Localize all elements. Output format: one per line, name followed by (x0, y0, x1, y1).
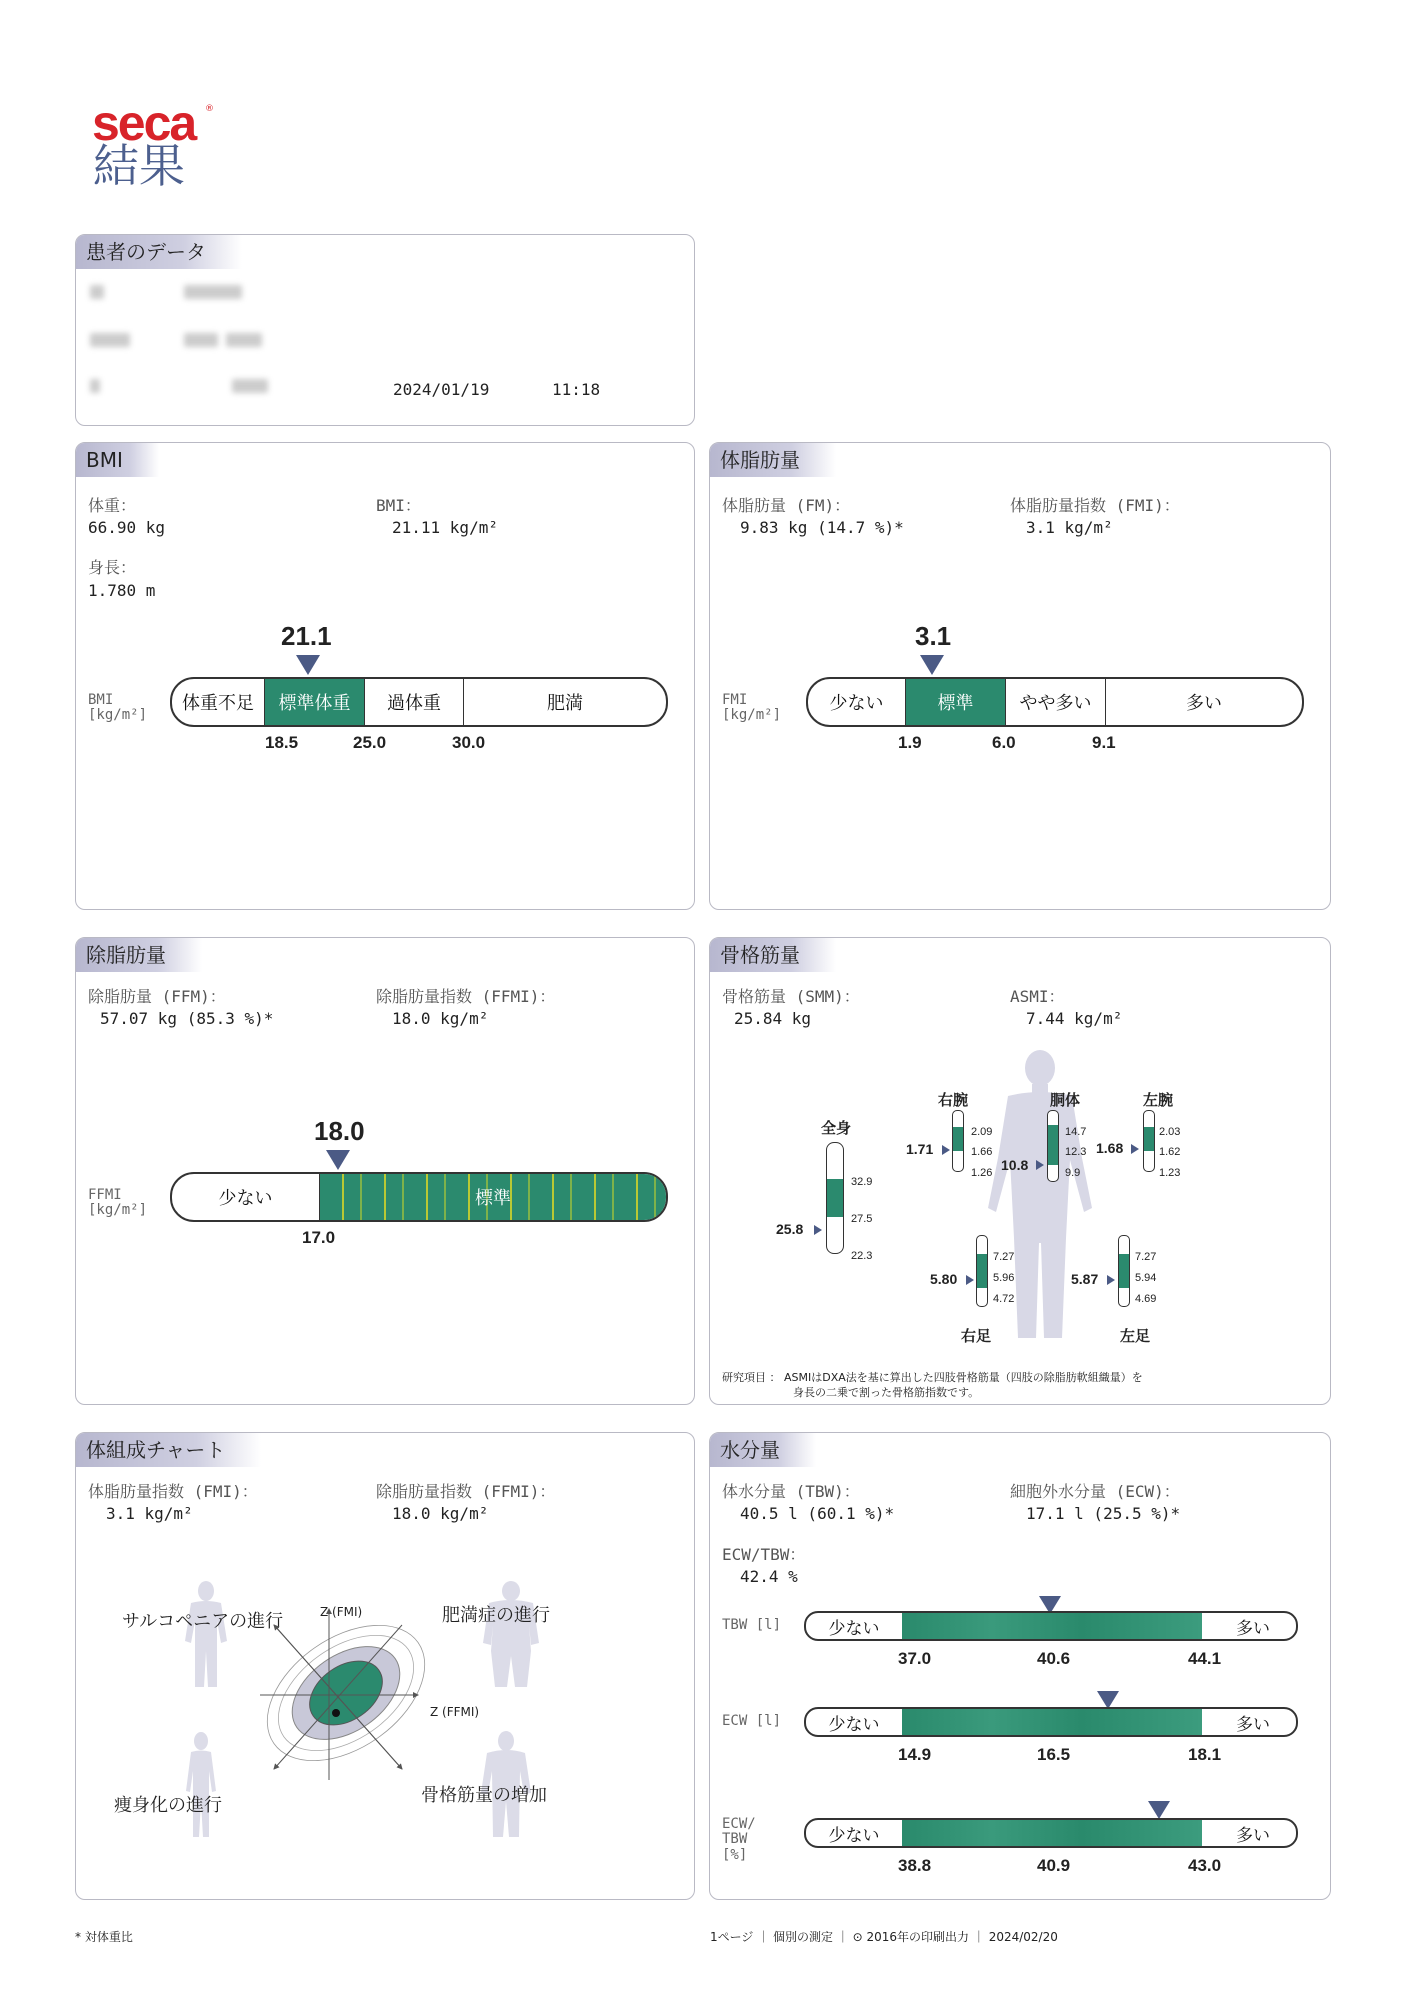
measurement-time: 11:18 (552, 380, 601, 399)
smm-value: 25.84 kg (734, 1009, 812, 1028)
ecw-tick: 18.1 (1188, 1745, 1222, 1764)
ffmi-axis-label: FFMI [kg/m²] (88, 1187, 148, 1219)
trunk-marker (1036, 1160, 1044, 1170)
bmi-scale (170, 677, 668, 727)
bmi-label: BMI： (376, 496, 421, 515)
fmi-tick: 9.1 (1092, 733, 1116, 752)
sarcopenia-label: サルコペニアの進行 (122, 1611, 284, 1632)
fmi-scale (806, 677, 1304, 727)
left-arm-tick: 1.23 (1159, 1167, 1181, 1179)
ffmi-normal: 標準 (320, 1174, 666, 1220)
ffmi-axis-title: Z (FFMI) (430, 1705, 480, 1719)
trunk-tick: 14.7 (1065, 1126, 1087, 1138)
asmi-note-line: 研究項目 ： ASMIはDXA法を基に算出した四肢骨格筋量（四肢の除脂肪軟組織量）を (722, 1371, 1143, 1384)
obesity-figure (471, 1581, 551, 1691)
measurement-date: 2024/01/19 (393, 380, 490, 399)
smm-label: 骨格筋量 (SMM)： (722, 987, 860, 1006)
bmi-overweight: 過体重 (365, 679, 464, 725)
right-arm-tick: 1.66 (971, 1146, 993, 1158)
left-arm-marker (1131, 1144, 1139, 1154)
fmi-tick: 1.9 (898, 733, 922, 752)
sarcopenia-figure (171, 1581, 241, 1691)
fmi-marker (920, 655, 944, 675)
ratio-tick: 43.0 (1188, 1856, 1222, 1875)
ecw-tbw-value: 42.4 % (740, 1567, 798, 1586)
weight-label: 体重： (88, 496, 137, 515)
right-arm-bar (952, 1110, 964, 1172)
ffm-value: 57.07 kg (85.3 %)* (100, 1009, 274, 1028)
right-arm-tick: 1.26 (971, 1167, 993, 1179)
ratio-low: 少ない (828, 1825, 880, 1846)
fmi-value: 3.1 kg/m² (1026, 518, 1113, 537)
tbw-normal-range (902, 1613, 1202, 1639)
tbw-high: 多い (1236, 1618, 1270, 1639)
patient-point (332, 1709, 340, 1717)
right-leg-tick: 4.72 (993, 1293, 1015, 1305)
bmi-marker (296, 655, 320, 675)
fmi-axis-title: Z (FMI) (320, 1605, 363, 1619)
right-leg-tick: 7.27 (993, 1251, 1015, 1263)
trunk-label: 胴体 (1050, 1092, 1081, 1109)
fat-mass-panel (709, 442, 1331, 910)
ecw-label: 細胞外水分量 (ECW)： (1010, 1482, 1180, 1501)
height-label: 身長： (88, 558, 137, 577)
ratio-bar (804, 1818, 1298, 1848)
right-arm-value: 1.71 (906, 1141, 934, 1157)
ffmi-label: 除脂肪量指数 (FFMI)： (376, 987, 556, 1006)
right-leg-label: 右足 (961, 1328, 992, 1345)
tbw-tick: 40.6 (1037, 1649, 1071, 1668)
ffmi-scale (170, 1172, 668, 1222)
redacted-field (184, 285, 242, 299)
asmi-note (722, 1370, 1143, 1400)
whole-body-value: 25.8 (776, 1221, 804, 1237)
whole-body-tick: 22.3 (851, 1250, 873, 1262)
ratio-normal-range (902, 1820, 1202, 1846)
footer-note: * 対体重比 (75, 1930, 133, 1944)
muscle-gain-label: 骨格筋量の増加 (421, 1785, 547, 1806)
bmi-tick: 18.5 (265, 733, 299, 752)
fmi-normal: 標準 (906, 679, 1006, 725)
bcc-ffmi-value: 18.0 kg/m² (392, 1504, 489, 1523)
fm-label: 体脂肪量 (FM)： (722, 496, 851, 515)
ecw-value: 17.1 l (25.5 %)* (1026, 1504, 1181, 1523)
right-arm-marker (942, 1145, 950, 1155)
fat-mass-panel-title: 体脂肪量 (710, 443, 836, 477)
right-leg-marker (966, 1275, 974, 1285)
trunk-bar (1047, 1110, 1059, 1182)
bmi-underweight: 体重不足 (172, 679, 265, 725)
ecw-bar (804, 1707, 1298, 1737)
tbw-label: 体水分量 (TBW)： (722, 1482, 860, 1501)
ffm-label: 除脂肪量 (FFM)： (88, 987, 226, 1006)
weight-value: 66.90 kg (88, 518, 166, 537)
bmi-axis-label: BMI [kg/m²] (88, 692, 148, 724)
bcc-fmi-value: 3.1 kg/m² (106, 1504, 193, 1523)
redacted-field (232, 379, 268, 393)
fmi-marker-value: 3.1 (915, 621, 952, 651)
patient-panel-title: 患者のデータ (76, 235, 242, 269)
ffmi-marker-value: 18.0 (314, 1116, 365, 1146)
fmi-tick: 6.0 (992, 733, 1016, 752)
bmi-panel-title: BMI (76, 443, 159, 477)
footer-page-info: 1ページ ｜ 個別の測定 ｜ ⊙ 2016年の印刷出力 ｜ 2024/02/20 (710, 1930, 1058, 1944)
left-leg-tick: 7.27 (1135, 1251, 1157, 1263)
tbw-tick: 37.0 (898, 1649, 932, 1668)
ecw-tbw-label: ECW/TBW： (722, 1545, 806, 1564)
right-leg-value: 5.80 (930, 1271, 958, 1287)
page-title: 結果 (93, 139, 185, 193)
asmi-note-line: 身長の二乗で割った骨格筋指数です。 (793, 1386, 980, 1399)
thinness-label: 痩身化の進行 (114, 1795, 222, 1816)
whole-body-bar (826, 1142, 844, 1254)
fmi-label: 体脂肪量指数 (FMI)： (1010, 496, 1180, 515)
height-value: 1.780 m (88, 581, 156, 600)
tbw-value: 40.5 l (60.1 %)* (740, 1504, 895, 1523)
ecw-tick: 14.9 (898, 1745, 932, 1764)
fat-free-mass-panel-title: 除脂肪量 (76, 938, 202, 972)
left-arm-value: 1.68 (1096, 1140, 1124, 1156)
ratio-bar-label: ECW/ TBW [%] (722, 1816, 756, 1863)
tbw-low: 少ない (828, 1618, 880, 1639)
thinness-figure (176, 1731, 226, 1841)
ecw-bar-label: ECW [l] (722, 1713, 782, 1729)
body-composition-panel-title: 体組成チャート (76, 1433, 261, 1467)
bmi-panel (75, 442, 695, 910)
trunk-tick: 12.3 (1065, 1146, 1087, 1158)
ffmi-tick: 17.0 (302, 1228, 336, 1247)
fat-free-mass-panel (75, 937, 695, 1405)
redacted-field (90, 379, 100, 393)
ecw-tick: 16.5 (1037, 1745, 1071, 1764)
whole-body-tick: 32.9 (851, 1176, 873, 1188)
left-leg-tick: 5.94 (1135, 1272, 1157, 1284)
bmi-normal: 標準体重 (265, 679, 365, 725)
bcc-fmi-label: 体脂肪量指数 (FMI)： (88, 1482, 258, 1501)
left-arm-label: 左腕 (1143, 1092, 1174, 1109)
fmi-axis-label: FMI [kg/m²] (722, 692, 782, 724)
skeletal-muscle-panel (709, 937, 1331, 1405)
body-composition-panel (75, 1432, 695, 1900)
asmi-value: 7.44 kg/m² (1026, 1009, 1123, 1028)
whole-body-label: 全身 (821, 1120, 852, 1137)
bmi-tick: 30.0 (452, 733, 486, 752)
fmi-slightly-high: やや多い (1006, 679, 1106, 725)
ecw-high: 多い (1236, 1714, 1270, 1735)
left-leg-bar (1118, 1235, 1130, 1307)
redacted-field (184, 333, 218, 347)
fmi-low: 少ない (808, 679, 906, 725)
right-leg-tick: 5.96 (993, 1272, 1015, 1284)
patient-panel (75, 234, 695, 426)
obesity-label: 肥満症の進行 (442, 1605, 550, 1626)
body-silhouette (970, 1048, 1110, 1348)
ffmi-low: 少ない (172, 1174, 320, 1220)
tbw-bar-label: TBW [l] (722, 1617, 782, 1633)
bmi-tick: 25.0 (353, 733, 387, 752)
left-leg-marker (1107, 1275, 1115, 1285)
ratio-high: 多い (1236, 1825, 1270, 1846)
bmi-marker-value: 21.1 (281, 621, 332, 651)
left-leg-tick: 4.69 (1135, 1293, 1157, 1305)
right-leg-bar (976, 1235, 988, 1307)
right-arm-tick: 2.09 (971, 1126, 993, 1138)
asmi-label: ASMI： (1010, 987, 1065, 1006)
water-panel-title: 水分量 (710, 1433, 816, 1467)
redacted-field (226, 333, 262, 347)
bmi-value: 21.11 kg/m² (392, 518, 498, 537)
skeletal-muscle-panel-title: 骨格筋量 (710, 938, 836, 972)
left-arm-tick: 2.03 (1159, 1126, 1181, 1138)
ratio-tick: 38.8 (898, 1856, 932, 1875)
body-composition-chart (256, 1595, 436, 1785)
tbw-tick: 44.1 (1188, 1649, 1222, 1668)
redacted-field (90, 285, 104, 299)
left-arm-tick: 1.62 (1159, 1146, 1181, 1158)
fm-value: 9.83 kg (14.7 %)* (740, 518, 904, 537)
ratio-tick: 40.9 (1037, 1856, 1071, 1875)
bcc-ffmi-label: 除脂肪量指数 (FFMI)： (376, 1482, 556, 1501)
left-arm-bar (1143, 1110, 1155, 1172)
trunk-value: 10.8 (1001, 1157, 1029, 1173)
seca-logo: seca (92, 95, 196, 151)
ffmi-marker (326, 1150, 350, 1170)
trunk-tick: 9.9 (1065, 1167, 1081, 1179)
left-leg-value: 5.87 (1071, 1271, 1099, 1287)
ratio-marker (1148, 1801, 1170, 1819)
redacted-field (90, 333, 130, 347)
whole-body-tick: 27.5 (851, 1213, 873, 1225)
right-arm-label: 右腕 (938, 1092, 969, 1109)
tbw-bar (804, 1611, 1298, 1641)
ffmi-value: 18.0 kg/m² (392, 1009, 489, 1028)
whole-body-marker (814, 1225, 822, 1235)
ecw-normal-range (902, 1709, 1202, 1735)
registered-mark: ® (205, 104, 214, 114)
fmi-high: 多い (1186, 693, 1222, 714)
ecw-low: 少ない (828, 1714, 880, 1735)
bmi-obese: 肥満 (547, 693, 583, 714)
left-leg-label: 左足 (1120, 1328, 1151, 1345)
water-panel (709, 1432, 1331, 1900)
